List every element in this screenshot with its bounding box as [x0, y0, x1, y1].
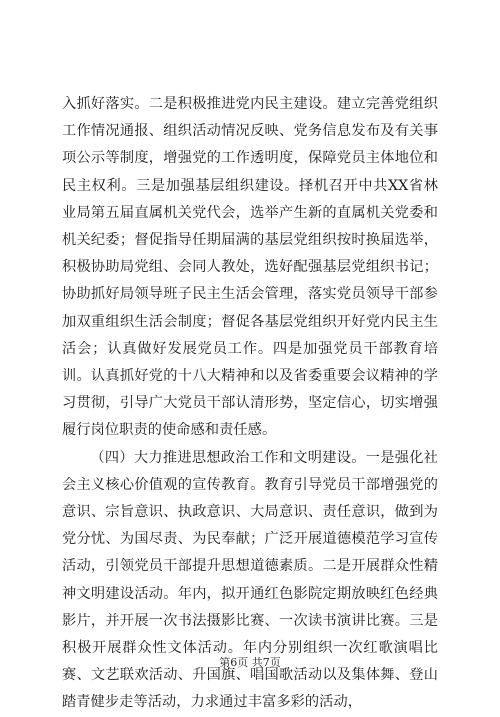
page-footer — [0, 654, 500, 670]
paragraph-2: （四）大力推进思想政治工作和文明建设。一是强化社会主义核心价值观的宣传教育。教育引导党员干部增强党的意识、宗旨意识、执政意识、大局意识、责任意识，做到为党分忧、为国尽责、为民奉献；广泛开展道德模范学习宣传活动，引领党员干部提升思想道德素质。二是开展群众性精神文明建设活动。年内，拟开通红色影院定期放映红色经典影片，并开展一次书法摄影比赛、一次读书演讲比赛。三是积极开展群众性文体活动。年内分别组织一次红歌演唱比赛、文艺联欢活动、升国旗、唱国歌活动以及集体舞、登山踏青健步走等活动，力求通过丰富多彩的活动， — [62, 449, 438, 711]
paragraph-1: 入抓好落实。二是积极推进党内民主建设。建立完善党组织工作情况通报、组织活动情况反映、党务信息发布及有关事项公示等制度，增强党的工作透明度，保障党员主体地位和民主权利。三是加强基层组织建设。择机召开中共XX省林业局第五届直属机关党代会，选举产生新的直属机关党委和机关纪委；督促指导任期届满的基层党组织按时换届选举，积极协助局党组、会同人教处，选好配强基层党组织书记；协助抓好局领导班子民主生活会管理，落实党员领导干部参加双重组织生活会制度；督促各基层党组织开好党内民主生活会；认真做好发展党员工作。四是加强党员干部教育培训。认真抓好党的十八大精神和以及省委重要会议精神的学习贯彻，引导广大党员干部认清形势，坚定信心，切实增强履行岗位职责的使命感和责任感。 — [62, 96, 438, 439]
page-number: 第6页 共7页 — [219, 656, 281, 669]
document-body — [62, 91, 438, 717]
